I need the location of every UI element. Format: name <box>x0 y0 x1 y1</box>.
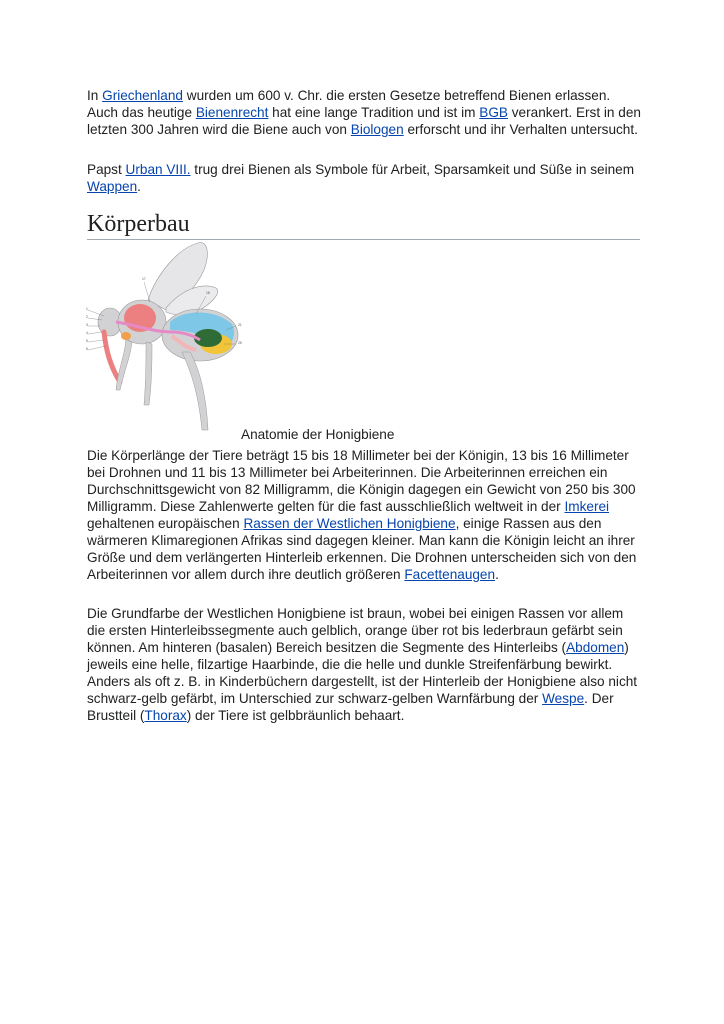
hind-leg <box>182 352 208 430</box>
link-abdomen[interactable]: Abdomen <box>566 640 625 655</box>
link-thorax[interactable]: Thorax <box>144 708 187 723</box>
link-urban-viii[interactable]: Urban VIII. <box>125 162 191 177</box>
text: , einige Rassen aus den wärmeren Klimaregionen Afrikas sind dagegen kleiner. Man kann die Königin leicht an ihrer Größe und dem verlängerten Hinterleib erkennen. Die Drohnen unterscheiden sich von den Arbeiterinnen vor allem durch ihre deutlich größeren <box>87 516 637 582</box>
label-number: 1 <box>86 307 88 311</box>
figure-caption: Anatomie der Honigbiene <box>241 427 395 442</box>
link-wappen[interactable]: Wappen <box>87 179 138 194</box>
paragraph-urban <box>87 161 642 195</box>
proboscis <box>104 332 120 382</box>
link-bienenrecht[interactable]: Bienenrecht <box>195 105 269 120</box>
label-number: 4 <box>86 331 88 335</box>
label-number: 2 <box>86 315 88 319</box>
label-number: 25 <box>238 341 242 345</box>
front-leg <box>116 340 132 390</box>
text: . <box>495 567 499 582</box>
link-biologen[interactable]: Biologen <box>350 122 404 137</box>
text: Die Grundfarbe der Westlichen Honigbiene ist braun, wobei bei einigen Rassen vor allem die ersten Hinterleibssegmente auch gelblich, orange über rot bis lederbraun gefärbt sein können. Am hinteren (basalen) Bereich besitzen die Segmente des Hinterleibs ( <box>87 606 624 655</box>
text: Die Körperlänge der Tiere beträgt 15 bis 18 Millimeter bei der Königin, 13 bis 16 Millimeter bei Drohnen und 11 bis 13 Millimeter bei Arbeiterinnen. Die Arbeiterinnen erreichen ein Durchschnittsgewicht von 82 Milligramm, die Königin dagegen ein Gewicht von 250 bis 300 Milligramm. Diese Zahlenwerte gelten für die fast ausschließlich weltweit in der <box>87 448 636 514</box>
middle-leg <box>144 342 152 405</box>
text: erforscht und ihr Verhalten untersucht. <box>403 122 638 137</box>
text: . <box>137 179 141 194</box>
paragraph-coloration <box>87 605 642 724</box>
text: wurden um 600 v. Chr. die ersten Gesetze betreffend Bienen erlassen. Auch das heutige <box>87 88 611 120</box>
text: In <box>87 88 103 103</box>
label-number: 5 <box>86 339 88 343</box>
text: . Der Brustteil ( <box>87 691 614 723</box>
text: verankert. Erst in den letzten 300 Jahren wird die Biene auch von <box>87 105 641 137</box>
paragraph-body-length <box>87 447 642 583</box>
label-number: 21 <box>238 323 242 327</box>
bee-anatomy-figure[interactable] <box>86 240 246 440</box>
text: ) der Tiere ist gelbbräunlich behaart. <box>186 708 405 723</box>
text: trug drei Bienen als Symbole für Arbeit, Sparsamkeit und Süße in seinem <box>190 162 635 177</box>
link-bgb[interactable]: BGB <box>479 105 508 120</box>
link-facettenaugen[interactable]: Facettenaugen <box>404 567 496 582</box>
link-wespe[interactable]: Wespe <box>542 691 585 706</box>
label-number: 6 <box>86 347 88 351</box>
gland <box>121 332 131 340</box>
link-imkerei[interactable]: Imkerei <box>564 499 610 514</box>
paragraph-legislation <box>87 87 642 138</box>
label-number: 3 <box>86 323 88 327</box>
label-number: 18 <box>206 291 210 295</box>
section-heading: Körperbau <box>87 210 640 240</box>
text: ) jeweils eine helle, filzartige Haarbinde, die die helle und dunkle Streifenfärbung bewirkt. Anders als oft z. B. in Kinderbüchern dargestellt, ist der Hinterleib der Honigbiene also nicht schwarz-gelb gefärbt, im Unterschied zur schwarz-gelben Warnfärbung der <box>87 640 638 706</box>
link-rassen-westliche-honigbiene[interactable]: Rassen der Westlichen Honigbiene <box>243 516 456 531</box>
bee-anatomy-illustration <box>86 240 246 440</box>
text: gehaltenen europäischen <box>87 516 244 531</box>
text: hat eine lange Tradition und ist im <box>268 105 480 120</box>
link-griechenland[interactable]: Griechenland <box>102 88 183 103</box>
text: Papst <box>87 162 126 177</box>
label-number: 17 <box>142 277 146 281</box>
